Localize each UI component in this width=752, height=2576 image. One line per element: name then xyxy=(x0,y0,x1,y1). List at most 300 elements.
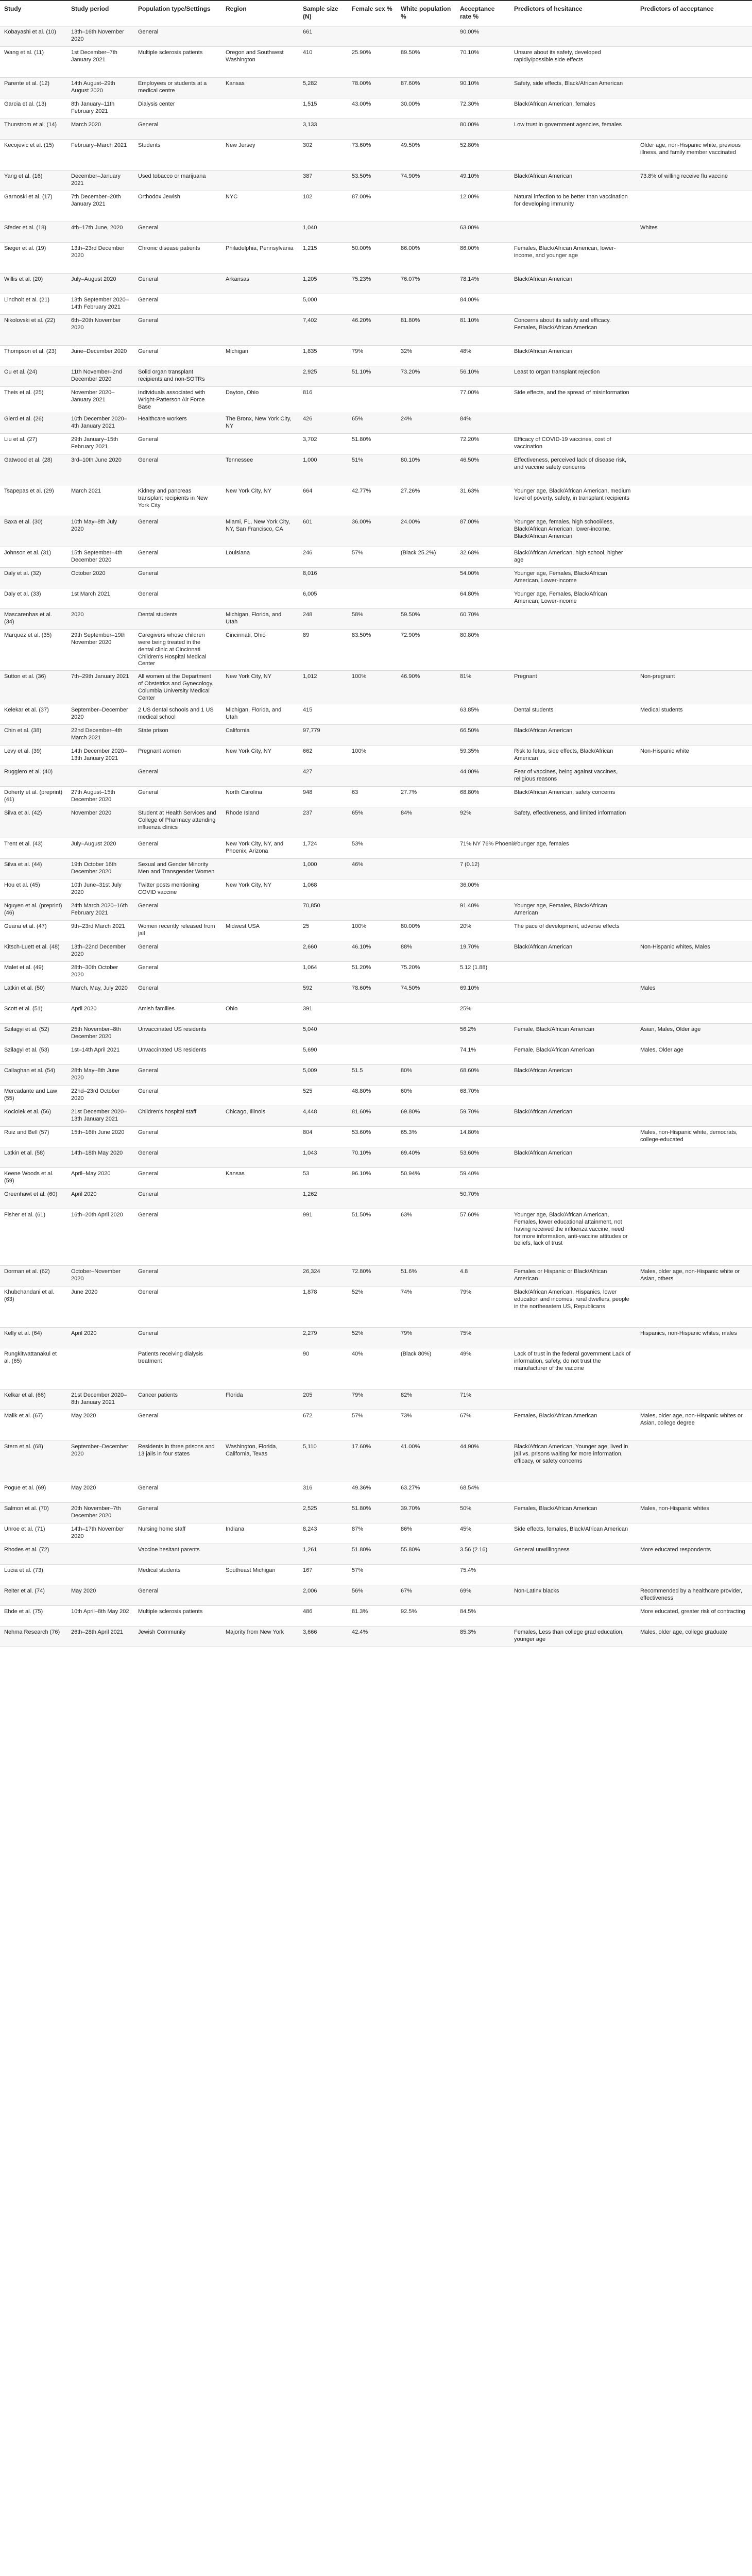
cell-acceptance-predictors xyxy=(636,1389,752,1410)
cell-region: The Bronx, New York City, NY xyxy=(221,413,299,434)
cell-region xyxy=(221,900,299,921)
cell-region xyxy=(221,1328,299,1348)
cell-study-period: 29th January–15th February 2021 xyxy=(67,434,134,454)
table-row xyxy=(0,78,752,98)
cell-study: Stern et al. (68) xyxy=(0,1441,67,1482)
cell-study-period: May 2020 xyxy=(67,1482,134,1503)
cell-study: Khubchandani et al. (63) xyxy=(0,1286,67,1328)
cell-acceptance-predictors xyxy=(636,787,752,807)
cell-white-pct: 76.07% xyxy=(397,274,456,294)
cell-acceptance-predictors xyxy=(636,454,752,485)
table-row xyxy=(0,609,752,630)
cell-female-pct: 87% xyxy=(348,1523,397,1544)
table-row xyxy=(0,941,752,962)
cell-study: Rhodes et al. (72) xyxy=(0,1544,67,1565)
cell-acceptance-predictors xyxy=(636,434,752,454)
cell-acceptance-predictors xyxy=(636,900,752,921)
column-header-sample-size: Sample size (N) xyxy=(299,1,348,26)
cell-acceptance-rate: 44.00% xyxy=(456,766,510,787)
cell-study: Yang et al. (16) xyxy=(0,171,67,191)
cell-female-pct: 57% xyxy=(348,1565,397,1585)
cell-population: General xyxy=(134,941,221,962)
cell-acceptance-predictors xyxy=(636,962,752,982)
cell-population: Multiple sclerosis patients xyxy=(134,1606,221,1626)
cell-hesitance-predictors: Younger age, females, high school/less, Black/African American, lower-income, Black/African American xyxy=(510,516,636,547)
cell-white-pct: 51.6% xyxy=(397,1266,456,1286)
cell-acceptance-rate: 7 (0.12) xyxy=(456,859,510,879)
cell-female-pct: 46.20% xyxy=(348,315,397,346)
table-row xyxy=(0,766,752,787)
cell-study: Greenhawt et al. (60) xyxy=(0,1189,67,1209)
cell-population: General xyxy=(134,1410,221,1441)
cell-acceptance-rate: 75.4% xyxy=(456,1565,510,1585)
cell-study-period: March, May, July 2020 xyxy=(67,982,134,1003)
cell-sample-size: 237 xyxy=(299,807,348,838)
column-header-acceptance-rate: Acceptance rate % xyxy=(456,1,510,26)
cell-acceptance-predictors xyxy=(636,26,752,47)
cell-acceptance-predictors: Non-pregnant xyxy=(636,671,752,704)
cell-hesitance-predictors: Females, Black/African American xyxy=(510,1410,636,1441)
cell-female-pct: 100% xyxy=(348,745,397,766)
cell-region xyxy=(221,1585,299,1606)
cell-acceptance-rate: 46.50% xyxy=(456,454,510,485)
cell-sample-size: 97,779 xyxy=(299,725,348,745)
cell-acceptance-rate: 3.56 (2.16) xyxy=(456,1544,510,1565)
cell-hesitance-predictors xyxy=(510,609,636,630)
cell-sample-size: 7,402 xyxy=(299,315,348,346)
table-row xyxy=(0,725,752,745)
cell-female-pct: 100% xyxy=(348,921,397,941)
cell-study-period xyxy=(67,1565,134,1585)
cell-white-pct: 72.90% xyxy=(397,630,456,671)
cell-white-pct xyxy=(397,900,456,921)
cell-white-pct xyxy=(397,725,456,745)
cell-region: Louisiana xyxy=(221,547,299,568)
cell-region xyxy=(221,119,299,140)
cell-region: Oregon and Southwest Washington xyxy=(221,47,299,78)
table-row xyxy=(0,1024,752,1044)
cell-acceptance-predictors xyxy=(636,725,752,745)
cell-white-pct xyxy=(397,119,456,140)
cell-female-pct xyxy=(348,119,397,140)
table-row xyxy=(0,454,752,485)
cell-region xyxy=(221,26,299,47)
cell-region: Majority from New York xyxy=(221,1626,299,1647)
cell-acceptance-rate: 84.00% xyxy=(456,294,510,315)
cell-acceptance-rate: 69% xyxy=(456,1585,510,1606)
cell-white-pct: 80.00% xyxy=(397,921,456,941)
cell-study-period xyxy=(67,766,134,787)
cell-acceptance-predictors: Males, older age, college graduate xyxy=(636,1626,752,1647)
cell-acceptance-predictors: Males, Older age xyxy=(636,1044,752,1065)
cell-study-period: October–November 2020 xyxy=(67,1266,134,1286)
cell-acceptance-rate: 92% xyxy=(456,807,510,838)
cell-hesitance-predictors: Concerns about its safety and efficacy. Females, Black/African American xyxy=(510,315,636,346)
cell-white-pct xyxy=(397,704,456,725)
cell-study: Reiter et al. (74) xyxy=(0,1585,67,1606)
cell-population: General xyxy=(134,1585,221,1606)
cell-acceptance-predictors xyxy=(636,1106,752,1127)
cell-acceptance-rate: 75% xyxy=(456,1328,510,1348)
cell-population: Employees or students at a medical centre xyxy=(134,78,221,98)
cell-female-pct: 65% xyxy=(348,413,397,434)
cell-white-pct: 65.3% xyxy=(397,1127,456,1147)
cell-sample-size: 804 xyxy=(299,1127,348,1147)
cell-female-pct: 57% xyxy=(348,1410,397,1441)
cell-study: Latkin et al. (50) xyxy=(0,982,67,1003)
column-header-white-pct: White population % xyxy=(397,1,456,26)
cell-region xyxy=(221,859,299,879)
cell-region: Cincinnati, Ohio xyxy=(221,630,299,671)
cell-study-period: 21st December 2020–8th January 2021 xyxy=(67,1389,134,1410)
cell-acceptance-rate: 74.1% xyxy=(456,1044,510,1065)
cell-sample-size: 661 xyxy=(299,26,348,47)
cell-acceptance-predictors xyxy=(636,1565,752,1585)
cell-acceptance-rate: 60.70% xyxy=(456,609,510,630)
cell-acceptance-predictors xyxy=(636,1003,752,1024)
column-header-hesitance-predictors: Predictors of hesitance xyxy=(510,1,636,26)
cell-acceptance-rate: 77.00% xyxy=(456,387,510,413)
cell-female-pct: 51.80% xyxy=(348,1503,397,1523)
cell-acceptance-rate: 32.68% xyxy=(456,547,510,568)
cell-region: Dayton, Ohio xyxy=(221,387,299,413)
cell-acceptance-predictors xyxy=(636,315,752,346)
cell-acceptance-predictors xyxy=(636,1168,752,1189)
cell-hesitance-predictors: Females or Hispanic or Black/African American xyxy=(510,1266,636,1286)
cell-hesitance-predictors: Safety, effectiveness, and limited information xyxy=(510,807,636,838)
cell-study-period: 15th September–4th December 2020 xyxy=(67,547,134,568)
cell-acceptance-rate: 56.10% xyxy=(456,366,510,387)
cell-sample-size: 1,878 xyxy=(299,1286,348,1328)
cell-region: Southeast Michigan xyxy=(221,1565,299,1585)
cell-white-pct xyxy=(397,838,456,859)
table-row xyxy=(0,274,752,294)
table-row xyxy=(0,1503,752,1523)
cell-study: Garcia et al. (13) xyxy=(0,98,67,119)
cell-white-pct xyxy=(397,387,456,413)
cell-study-period: September–December 2020 xyxy=(67,704,134,725)
cell-acceptance-rate: 49.10% xyxy=(456,171,510,191)
cell-study: Latkin et al. (58) xyxy=(0,1147,67,1168)
table-header-row xyxy=(0,1,752,26)
cell-region: Arkansas xyxy=(221,274,299,294)
cell-population: General xyxy=(134,294,221,315)
cell-region xyxy=(221,315,299,346)
cell-female-pct: 42.4% xyxy=(348,1626,397,1647)
cell-hesitance-predictors: Black/African American, safety concerns xyxy=(510,787,636,807)
column-header-acceptance-predictors: Predictors of acceptance xyxy=(636,1,752,26)
cell-population: Dialysis center xyxy=(134,98,221,119)
cell-hesitance-predictors: Black/African American, high school, higher age xyxy=(510,547,636,568)
cell-white-pct: 86% xyxy=(397,1523,456,1544)
cell-white-pct: 27.7% xyxy=(397,787,456,807)
cell-population: General xyxy=(134,900,221,921)
cell-region xyxy=(221,366,299,387)
cell-sample-size: 1,064 xyxy=(299,962,348,982)
cell-acceptance-predictors xyxy=(636,1065,752,1086)
cell-population: General xyxy=(134,1328,221,1348)
cell-region xyxy=(221,1482,299,1503)
cell-white-pct: 55.80% xyxy=(397,1544,456,1565)
cell-region xyxy=(221,1266,299,1286)
cell-study-period: 22nd December–4th March 2021 xyxy=(67,725,134,745)
cell-white-pct: 63.27% xyxy=(397,1482,456,1503)
cell-sample-size: 5,110 xyxy=(299,1441,348,1482)
cell-population: Individuals associated with Wright-Patterson Air Force Base xyxy=(134,387,221,413)
cell-study: Tsapepas et al. (29) xyxy=(0,485,67,516)
cell-acceptance-predictors: Males, non-Hispanic white, democrats, college-educated xyxy=(636,1127,752,1147)
cell-region: Rhode Island xyxy=(221,807,299,838)
cell-female-pct: 51.80% xyxy=(348,434,397,454)
table-row xyxy=(0,807,752,838)
column-header-female-pct: Female sex % xyxy=(348,1,397,26)
table-row xyxy=(0,243,752,274)
table-row xyxy=(0,900,752,921)
cell-female-pct xyxy=(348,387,397,413)
cell-white-pct xyxy=(397,1565,456,1585)
cell-sample-size: 1,215 xyxy=(299,243,348,274)
cell-white-pct: 30.00% xyxy=(397,98,456,119)
cell-sample-size: 302 xyxy=(299,140,348,171)
cell-acceptance-predictors: 73.8% of willing receive flu vaccine xyxy=(636,171,752,191)
cell-sample-size: 1,724 xyxy=(299,838,348,859)
cell-sample-size: 391 xyxy=(299,1003,348,1024)
cell-sample-size: 525 xyxy=(299,1086,348,1106)
cell-female-pct: 42.77% xyxy=(348,485,397,516)
cell-study: Salmon et al. (70) xyxy=(0,1503,67,1523)
cell-acceptance-predictors xyxy=(636,547,752,568)
cell-acceptance-predictors xyxy=(636,766,752,787)
cell-sample-size: 1,515 xyxy=(299,98,348,119)
cell-study-period: 10th April–8th May 202 xyxy=(67,1606,134,1626)
cell-region xyxy=(221,1127,299,1147)
cell-acceptance-predictors xyxy=(636,191,752,222)
cell-study-period xyxy=(67,1544,134,1565)
cell-acceptance-predictors xyxy=(636,1441,752,1482)
cell-acceptance-rate: 5.12 (1.88) xyxy=(456,962,510,982)
cell-white-pct xyxy=(397,1044,456,1065)
cell-population: General xyxy=(134,1209,221,1266)
cell-study-period: July–August 2020 xyxy=(67,838,134,859)
cell-study-period: 11th November–2nd December 2020 xyxy=(67,366,134,387)
cell-hesitance-predictors: Younger age, females xyxy=(510,838,636,859)
cell-hesitance-predictors: The pace of development, adverse effects xyxy=(510,921,636,941)
cell-population: Nursing home staff xyxy=(134,1523,221,1544)
cell-study-period: 6th–20th November 2020 xyxy=(67,315,134,346)
table-row xyxy=(0,366,752,387)
table-row xyxy=(0,98,752,119)
table-row xyxy=(0,1065,752,1086)
cell-acceptance-rate: 91.40% xyxy=(456,900,510,921)
table-row xyxy=(0,1389,752,1410)
cell-population: Cancer patients xyxy=(134,1389,221,1410)
cell-study: Ehde et al. (75) xyxy=(0,1606,67,1626)
cell-study-period: 14th August–29th August 2020 xyxy=(67,78,134,98)
cell-sample-size: 387 xyxy=(299,171,348,191)
cell-study-period: March 2021 xyxy=(67,485,134,516)
cell-population: General xyxy=(134,568,221,588)
table-row xyxy=(0,704,752,725)
table-row xyxy=(0,171,752,191)
cell-region xyxy=(221,1147,299,1168)
cell-hesitance-predictors: Black/African American xyxy=(510,1106,636,1127)
cell-hesitance-predictors: Low trust in government agencies, females xyxy=(510,119,636,140)
table-row xyxy=(0,1209,752,1266)
cell-study: Wang et al. (11) xyxy=(0,47,67,78)
cell-white-pct: 74% xyxy=(397,1286,456,1328)
cell-female-pct: 65% xyxy=(348,807,397,838)
cell-study: Baxa et al. (30) xyxy=(0,516,67,547)
cell-hesitance-predictors: Black/African American xyxy=(510,1147,636,1168)
cell-acceptance-rate: 71% xyxy=(456,1389,510,1410)
cell-sample-size: 1,262 xyxy=(299,1189,348,1209)
cell-acceptance-predictors xyxy=(636,485,752,516)
cell-white-pct: (Black 25.2%) xyxy=(397,547,456,568)
cell-acceptance-predictors xyxy=(636,294,752,315)
table-row xyxy=(0,838,752,859)
cell-white-pct: 59.50% xyxy=(397,609,456,630)
cell-female-pct xyxy=(348,26,397,47)
cell-study: Rungkitwattanakul et al. (65) xyxy=(0,1348,67,1389)
cell-study-period: 13th–22nd December 2020 xyxy=(67,941,134,962)
cell-white-pct xyxy=(397,1003,456,1024)
cell-study: Lucia et al. (73) xyxy=(0,1565,67,1585)
cell-white-pct: 39.70% xyxy=(397,1503,456,1523)
table-row xyxy=(0,1585,752,1606)
cell-study: Thunstrom et al. (14) xyxy=(0,119,67,140)
cell-study: Unroe et al. (71) xyxy=(0,1523,67,1544)
cell-acceptance-predictors xyxy=(636,859,752,879)
cell-study: Kelkar et al. (66) xyxy=(0,1389,67,1410)
cell-population: General xyxy=(134,787,221,807)
cell-population: General xyxy=(134,547,221,568)
cell-hesitance-predictors xyxy=(510,294,636,315)
table-row xyxy=(0,1410,752,1441)
cell-white-pct: 89.50% xyxy=(397,47,456,78)
cell-acceptance-rate: 50.70% xyxy=(456,1189,510,1209)
cell-hesitance-predictors: Side effects, and the spread of misinformation xyxy=(510,387,636,413)
cell-sample-size: 2,925 xyxy=(299,366,348,387)
cell-population: General xyxy=(134,1127,221,1147)
cell-hesitance-predictors: Safety, side effects, Black/African American xyxy=(510,78,636,98)
cell-acceptance-predictors: More educated, greater risk of contracting xyxy=(636,1606,752,1626)
cell-study-period: 29th September–19th November 2020 xyxy=(67,630,134,671)
cell-white-pct xyxy=(397,1024,456,1044)
cell-study: Kobayashi et al. (10) xyxy=(0,26,67,47)
cell-acceptance-predictors: Recommended by a healthcare provider, effectiveness xyxy=(636,1585,752,1606)
cell-study-period: 4th–17th June, 2020 xyxy=(67,222,134,243)
cell-white-pct xyxy=(397,588,456,609)
cell-hesitance-predictors: Younger age, Females, Black/African American, Lower-income xyxy=(510,568,636,588)
cell-population: General xyxy=(134,346,221,366)
table-row xyxy=(0,1003,752,1024)
cell-acceptance-predictors: Non-Hispanic white xyxy=(636,745,752,766)
cell-study-period: 8th January–11th February 2021 xyxy=(67,98,134,119)
cell-acceptance-predictors xyxy=(636,1482,752,1503)
cell-sample-size: 6,005 xyxy=(299,588,348,609)
cell-acceptance-rate: 49% xyxy=(456,1348,510,1389)
cell-female-pct: 75.23% xyxy=(348,274,397,294)
cell-region xyxy=(221,766,299,787)
table-row xyxy=(0,1482,752,1503)
cell-female-pct: 51.50% xyxy=(348,1209,397,1266)
cell-female-pct: 51.80% xyxy=(348,1544,397,1565)
cell-sample-size: 205 xyxy=(299,1389,348,1410)
table-row xyxy=(0,294,752,315)
cell-study: Willis et al. (20) xyxy=(0,274,67,294)
cell-study-period: 27th August–15th December 2020 xyxy=(67,787,134,807)
cell-white-pct: 27.26% xyxy=(397,485,456,516)
cell-acceptance-rate: 87.00% xyxy=(456,516,510,547)
cell-region: New York City, NY, and Phoenix, Arizona xyxy=(221,838,299,859)
cell-white-pct xyxy=(397,222,456,243)
cell-study: Theis et al. (25) xyxy=(0,387,67,413)
cell-white-pct: 88% xyxy=(397,941,456,962)
cell-sample-size: 1,012 xyxy=(299,671,348,704)
cell-study-period: 26th–28th April 2021 xyxy=(67,1626,134,1647)
cell-population: General xyxy=(134,588,221,609)
cell-sample-size: 410 xyxy=(299,47,348,78)
cell-region xyxy=(221,171,299,191)
cell-region: Kansas xyxy=(221,78,299,98)
cell-hesitance-predictors: Lack of trust in the federal government Lack of information, safety, do not trust the manufacturer of the vaccine xyxy=(510,1348,636,1389)
table-row xyxy=(0,568,752,588)
cell-female-pct: 56% xyxy=(348,1585,397,1606)
cell-sample-size: 1,040 xyxy=(299,222,348,243)
cell-acceptance-rate: 68.54% xyxy=(456,1482,510,1503)
cell-study: Nguyen et al. (preprint) (46) xyxy=(0,900,67,921)
cell-white-pct: 80.10% xyxy=(397,454,456,485)
cell-region: North Carolina xyxy=(221,787,299,807)
cell-sample-size: 662 xyxy=(299,745,348,766)
cell-female-pct: 100% xyxy=(348,671,397,704)
table-row xyxy=(0,1441,752,1482)
cell-population: Residents in three prisons and 13 jails in four states xyxy=(134,1441,221,1482)
cell-population: Caregivers whose children were being treated in the dental clinic at Cincinnati Children's Hospital Medical Center xyxy=(134,630,221,671)
table-row xyxy=(0,1266,752,1286)
table-body xyxy=(0,26,752,1647)
cell-region: Ohio xyxy=(221,1003,299,1024)
cell-population: Medical students xyxy=(134,1565,221,1585)
cell-acceptance-predictors xyxy=(636,1348,752,1389)
cell-study-period: 7th–29th January 2021 xyxy=(67,671,134,704)
cell-study-period: April 2020 xyxy=(67,1189,134,1209)
cell-study: Ruiz and Bell (57) xyxy=(0,1127,67,1147)
cell-study-period: 13th–16th November 2020 xyxy=(67,26,134,47)
cell-region: NYC xyxy=(221,191,299,222)
cell-population: Pregnant women xyxy=(134,745,221,766)
cell-hesitance-predictors: Females, Less than college grad education, younger age xyxy=(510,1626,636,1647)
cell-sample-size: 664 xyxy=(299,485,348,516)
cell-study-period: 28th May–8th June 2020 xyxy=(67,1065,134,1086)
cell-population: 2 US dental schools and 1 US medical school xyxy=(134,704,221,725)
cell-population: General xyxy=(134,1482,221,1503)
cell-female-pct: 81.3% xyxy=(348,1606,397,1626)
cell-acceptance-predictors xyxy=(636,630,752,671)
cell-study: Malik et al. (67) xyxy=(0,1410,67,1441)
cell-population: Chronic disease patients xyxy=(134,243,221,274)
cell-white-pct: 82% xyxy=(397,1389,456,1410)
cell-hesitance-predictors: Fear of vaccines, being against vaccines, religious reasons xyxy=(510,766,636,787)
cell-female-pct: 78.00% xyxy=(348,78,397,98)
cell-sample-size: 8,016 xyxy=(299,568,348,588)
cell-white-pct: 73.20% xyxy=(397,366,456,387)
cell-white-pct: 32% xyxy=(397,346,456,366)
cell-region: Michigan, Florida, and Utah xyxy=(221,704,299,725)
cell-acceptance-predictors: Asian, Males, Older age xyxy=(636,1024,752,1044)
cell-acceptance-predictors: Non-Hispanic whites, Males xyxy=(636,941,752,962)
cell-sample-size: 672 xyxy=(299,1410,348,1441)
